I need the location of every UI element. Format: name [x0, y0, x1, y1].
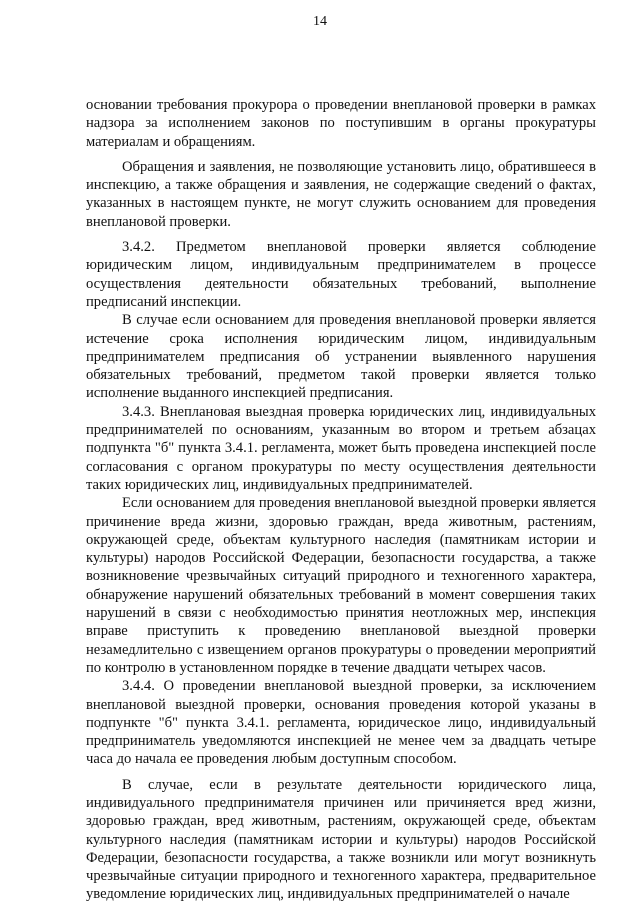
- page-number: 14: [313, 14, 327, 29]
- paragraph-8: В случае, если в результате деятельности юридического лица, индивидуального предпринимателя причинен или причиняется вред жизни, здоровью граждан, вред животным, растениям, окружающей среде, объектам культурного наследия (памятникам истории и культуры) народов Российской Федерации, безопасности государства, а также возникли или могут возникнуть чрезвычайные ситуации природного и техногенного характера, предварительное уведомление юридических лиц, индивидуальных предпринимателей о начале: [86, 776, 596, 903]
- paragraph-3: 3.4.2. Предметом внеплановой проверки является соблюдение юридическим лицом, индивидуальным предпринимателем в процессе осуществления деятельности обязательных требований, выполнение предписаний инспекции.: [86, 239, 596, 310]
- document-body: [86, 96, 596, 904]
- paragraph-5: 3.4.3. Внеплановая выездная проверка юридических лиц, индивидуальных предпринимателей по основаниям, указанным во втором и третьем абзацах подпункта "б" пункта 3.4.1. регламента, может быть проведена инспекцией после согласования с органом прокуратуры по месту осуществления деятельности таких юридических лиц, индивидуальных предпринимателей.: [86, 403, 596, 493]
- paragraph-7: 3.4.4. О проведении внеплановой выездной проверки, за исключением внеплановой выездной проверки, основания проведения которой указаны в подпункте "б" пункта 3.4.1. регламента, юридическое лицо, индивидуальный предприниматель уведомляются инспекцией не менее чем за двадцать четыре часа до начала ее проведения любым доступным способом.: [86, 678, 596, 768]
- paragraph-2: Обращения и заявления, не позволяющие установить лицо, обратившееся в инспекцию, а также обращения и заявления, не содержащие сведений о фактах, указанных в настоящем пункте, не могут служить основанием для проведения внеплановой проверки.: [86, 158, 596, 230]
- paragraph-1: основании требования прокурора о проведении внеплановой проверки в рамках надзора за исполнением законов по поступившим в органы прокуратуры материалам и обращениям.: [86, 97, 596, 150]
- paragraph-6: Если основанием для проведения внеплановой выездной проверки является причинение вреда жизни, здоровью граждан, вреда животным, растениям, окружающей среде, объектам культурного наследия (памятникам истории и культуры) народов Российской Федерации, безопасности государства, а также возникновение чрезвычайных ситуаций природного и техногенного характера, обнаружение нарушений обязательных требований в момент совершения таких нарушений в связи с необходимостью принятия неотложных мер, инспекция вправе приступить к проведению внеплановой выездной проверки незамедлительно с извещением органов прокуратуры о проведении мероприятий по контролю в установленном порядке в течение двадцати четырех часов.: [86, 495, 596, 676]
- paragraph-4: В случае если основанием для проведения внеплановой проверки является истечение срока исполнения юридическим лицом, индивидуальным предпринимателем предписания об устранении выявленного нарушения обязательных требований, предметом такой проверки является только исполнение выданного инспекцией предписания.: [86, 312, 596, 402]
